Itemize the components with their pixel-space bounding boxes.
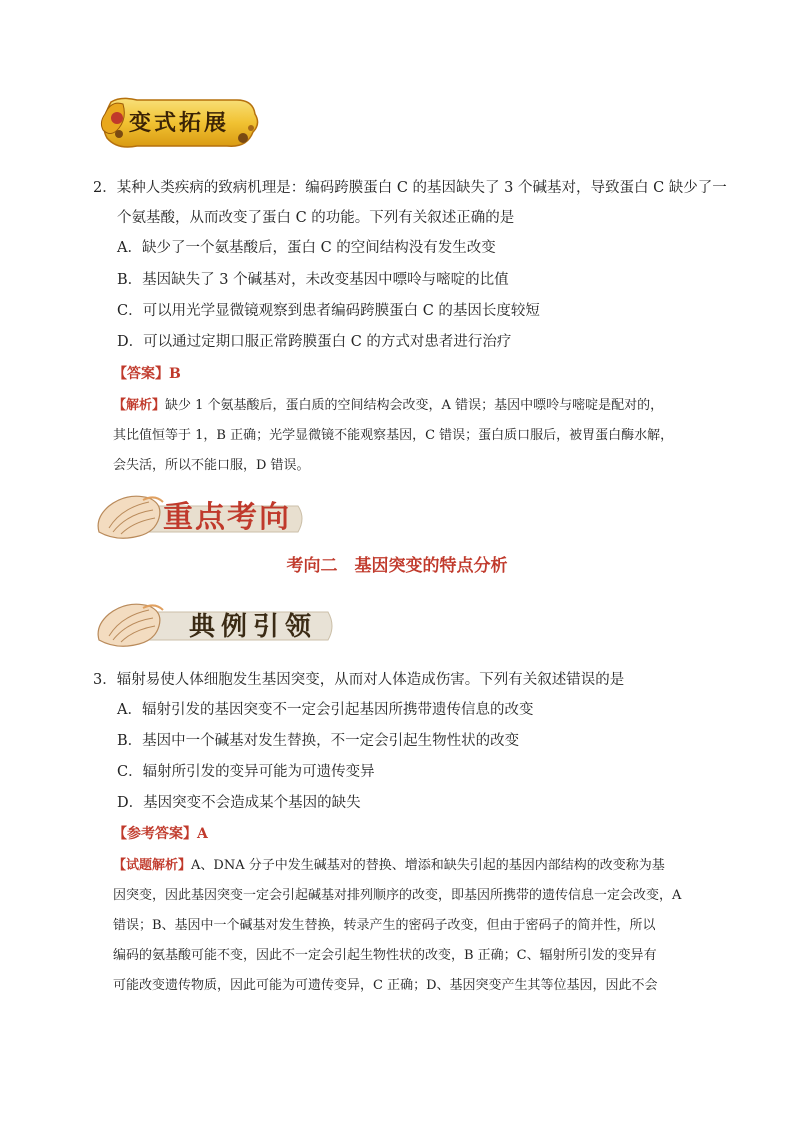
q2-answer-tag: 【答案】 <box>113 366 169 382</box>
q3-option-a: A．辐射引发的基因突变不一定会引起基因所携带遗传信息的改变 <box>117 702 534 718</box>
example-banner <box>93 596 338 652</box>
q2-stem-line2: 个氨基酸，从而改变了蛋白 C 的功能。下列有关叙述正确的是 <box>117 210 515 226</box>
key-direction-banner <box>93 488 308 544</box>
q3-option-b: B．基因中一个碱基对发生替换，不一定会引起生物性状的改变 <box>117 733 520 749</box>
example-banner-label: 典例引领 <box>189 612 318 642</box>
q3-explanation-line2: 因突变，因此基因突变一定会引起碱基对排列顺序的改变，即基因所携带的遗传信息一定会改变，A <box>113 888 682 903</box>
q2-explanation-tag: 【解析】 <box>113 398 166 413</box>
q3-answer-tag: 【参考答案】 <box>113 826 197 842</box>
section-title: 考向二 基因突变的特点分析 <box>286 556 508 576</box>
q3-explanation-line3: 错误；B、基因中一个碱基对发生替换，转录产生的密码子改变，但由于密码子的简并性，所以 <box>113 918 656 933</box>
q2-stem-line1: 2．某种人类疾病的致病机理是：编码跨膜蛋白 C 的基因缺失了 3 个碱基对，导致蛋白 C 缺少了一 <box>93 180 727 196</box>
variant-banner <box>97 94 261 156</box>
q2-explanation-text1: 缺少 1 个氨基酸后，蛋白质的空间结构会改变，A 错误；基因中嘌呤与嘧啶是配对的， <box>165 398 664 413</box>
q3-explanation-text1: A、DNA 分子中发生碱基对的替换、增添和缺失引起的基因内部结构的改变称为基 <box>191 858 665 873</box>
q3-explanation-line1 <box>113 856 665 876</box>
q2-answer-value: B <box>169 366 181 382</box>
q2-answer <box>113 364 181 384</box>
q2-option-b: B．基因缺失了 3 个碱基对，未改变基因中嘌呤与嘧啶的比值 <box>117 272 509 288</box>
q3-explanation-line5: 可能改变遗传物质，因此可能为可遗传变异，C 正确；D、基因突变产生其等位基因，因此不会 <box>113 978 658 993</box>
q2-explanation-line3: 会失活，所以不能口服，D 错误。 <box>113 458 310 473</box>
q2-option-a: A．缺少了一个氨基酸后，蛋白 C 的空间结构没有发生改变 <box>117 240 496 256</box>
q3-stem: 3．辐射易使人体细胞发生基因突变，从而对人体造成伤害。下列有关叙述错误的是 <box>93 672 625 688</box>
q2-option-c: C．可以用光学显微镜观察到患者编码跨膜蛋白 C 的基因长度较短 <box>117 303 540 319</box>
key-direction-label: 重点考向 <box>163 500 291 535</box>
q2-option-d: D．可以通过定期口服正常跨膜蛋白 C 的方式对患者进行治疗 <box>117 334 512 350</box>
q3-explanation-line4: 编码的氨基酸可能不变，因此不一定会引起生物性状的改变，B 正确；C、辐射所引发的变异有 <box>113 948 657 963</box>
q3-option-d: D．基因突变不会造成某个基因的缺失 <box>117 795 361 811</box>
q3-answer <box>113 824 208 844</box>
q2-explanation-line2: 其比值恒等于 1，B 正确；光学显微镜不能观察基因，C 错误；蛋白质口服后，被胃蛋白酶水解， <box>113 428 674 443</box>
variant-banner-label: 变式拓展 <box>129 110 230 136</box>
q3-explanation-tag: 【试题解析】 <box>113 858 192 873</box>
q3-answer-value: A <box>197 826 208 842</box>
q3-option-c: C．辐射所引发的变异可能为可遗传变异 <box>117 764 375 780</box>
q2-explanation-line1 <box>113 396 663 416</box>
